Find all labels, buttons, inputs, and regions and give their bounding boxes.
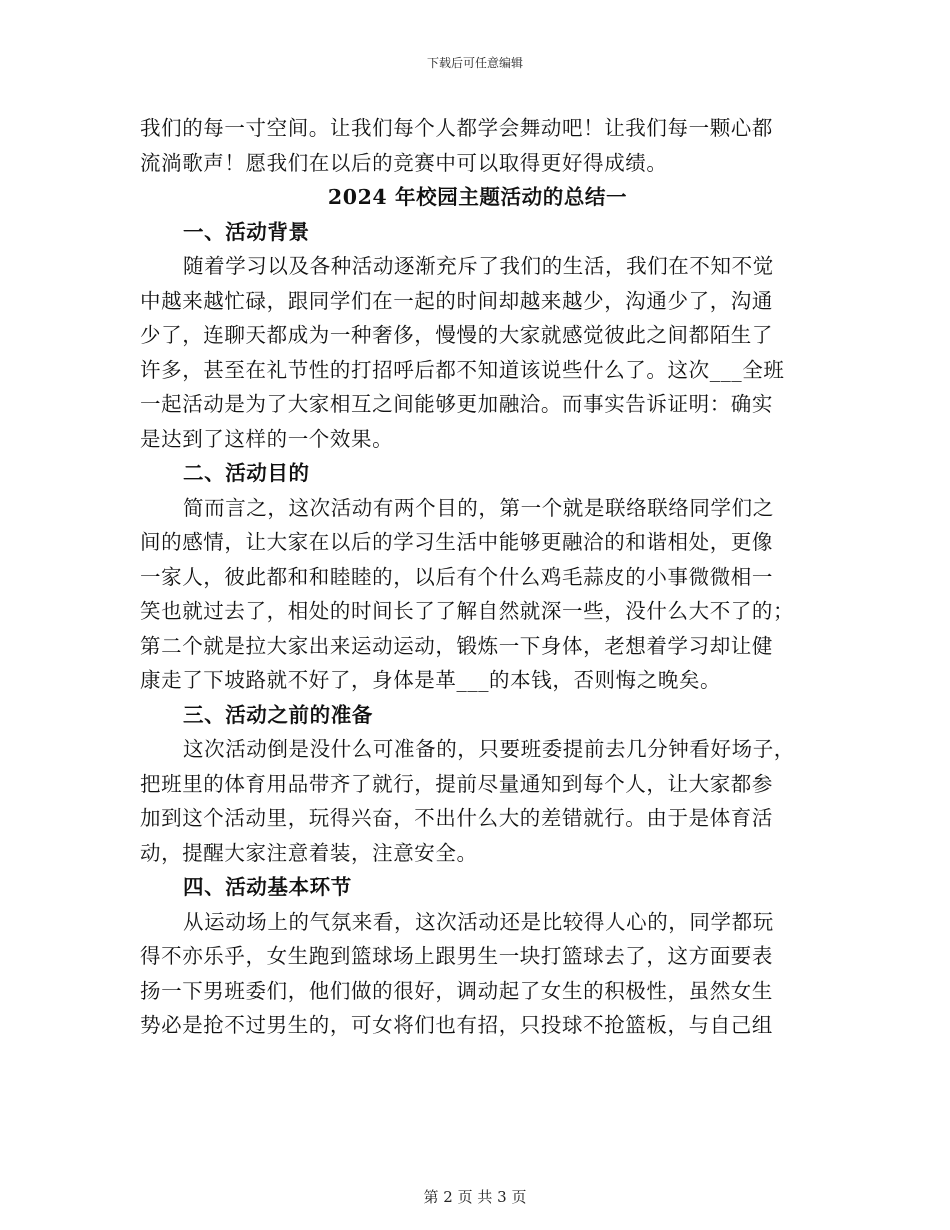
paragraph-first-line: 这次活动倒是没什么可准备的，只要班委提前去几分钟看好场子，	[183, 737, 795, 761]
section-heading: 一、活动背景	[183, 219, 310, 244]
body-line: 流淌歌声！愿我们在以后的竞赛中可以取得更好得成绩。	[140, 150, 668, 175]
body-line: 一家人，彼此都和和睦睦的，以后有个什么鸡毛蒜皮的小事微微相一	[140, 564, 773, 589]
body-line: 中越来越忙碌，跟同学们在一起的时间却越来越少，沟通少了，沟通	[140, 288, 773, 313]
body-line: 康走了下坡路就不好了，身体是革___的本钱，否则悔之晚矣。	[140, 668, 722, 692]
page-header: 下载后可任意编辑	[426, 56, 523, 70]
body-line: 是达到了这样的一个效果。	[140, 426, 394, 451]
body-line: 我们的每一寸空间。让我们每个人都学会舞动吧！让我们每一颗心都	[140, 116, 773, 140]
body-line: 第二个就是拉大家出来运动运动，锻炼一下身体，老想着学习却让健	[140, 633, 773, 658]
body-line: 许多，甚至在礼节性的打招呼后都不知道该说些什么了。这次___全班	[140, 357, 785, 382]
body-line: 得不亦乐乎，女生跑到篮球场上跟男生一块打篮球去了，这方面要表	[140, 944, 773, 968]
body-line: 加到这个活动里，玩得兴奋，不出什么大的差错就行。由于是体育活	[140, 806, 773, 830]
body-line: 笑也就过去了，相处的时间长了了解自然就深一些，没什么大不了的；	[140, 599, 795, 623]
paragraph-first-line: 简而言之，这次活动有两个目的，第一个就是联络联络同学们之	[183, 495, 774, 520]
section-heading: 四、活动基本环节	[183, 875, 352, 899]
body-line: 把班里的体育用品带齐了就行，提前尽量通知到每个人，让大家都参	[140, 771, 773, 796]
body-line: 势必是抢不过男生的，可女将们也有招，只投球不抢篮板，与自己组	[140, 1013, 773, 1037]
section-heading: 三、活动之前的准备	[183, 702, 373, 727]
body-line: 扬一下男班委们，他们做的很好，调动起了女生的积极性，虽然女生	[140, 978, 773, 1003]
body-line: 间的感情，让大家在以后的学习生活中能够更融洽的和谐相处，更像	[140, 530, 773, 554]
section-heading: 二、活动目的	[183, 461, 310, 485]
section-title: 2024 年校园主题活动的总结一	[327, 185, 628, 209]
body-line: 少了，连聊天都成为一种奢侈，慢慢的大家就感觉彼此之间都陌生了	[140, 323, 773, 347]
paragraph-first-line: 随着学习以及各种活动逐渐充斥了我们的生活，我们在不知不觉	[183, 254, 774, 278]
page-footer: 第 2 页 共 3 页	[423, 1188, 527, 1206]
document-body	[140, 112, 815, 1044]
body-line: 一起活动是为了大家相互之间能够更加融洽。而事实告诉证明：确实	[140, 392, 773, 416]
body-line: 动，提醒大家注意着装，注意安全。	[140, 840, 478, 865]
paragraph-first-line: 从运动场上的气氛来看，这次活动还是比较得人心的，同学都玩	[183, 909, 774, 934]
